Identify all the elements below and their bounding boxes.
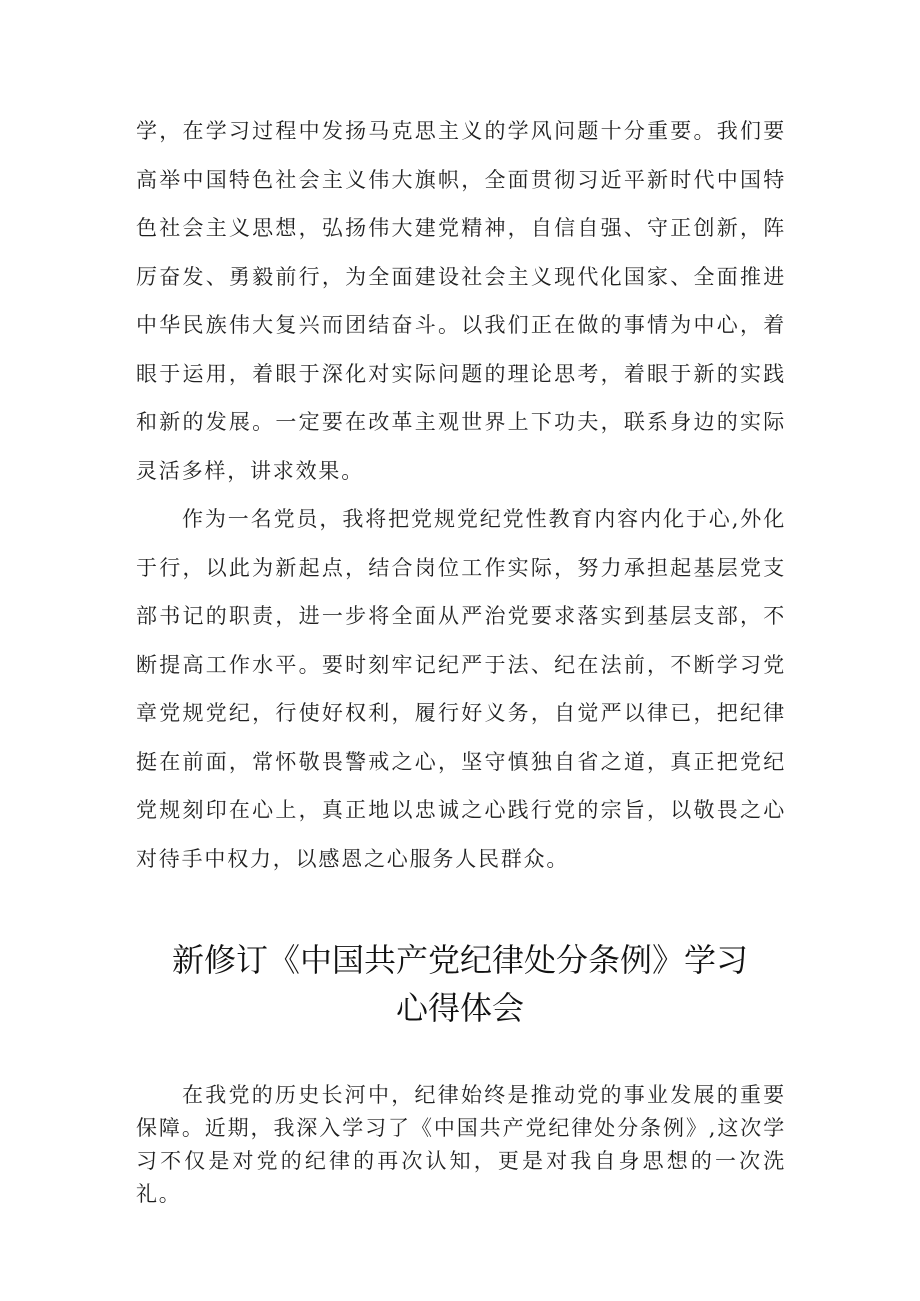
- article-title: [100, 936, 820, 1032]
- article-title-line-1: 新修订《中国共产党纪律处分条例》学习: [171, 941, 748, 979]
- body-paragraph-1: 学，在学习过程中发扬马克思主义的学风问题十分重要。我们要高举中国特色社会主义伟大旗帜，全面贯彻习近平新时代中国特色社会主义思想，弘扬伟大建党精神，自信自强、守正创新，阵厉奋发、勇毅前行，为全面建设社会主义现代化国家、全面推进中华民族伟大复兴而团结奋斗。以我们正在做的事情为中心，着眼于运用，着眼于深化对实际问题的理论思考，着眼于新的实践和新的发展。一定要在改革主观世界上下功夫，联系身边的实际灵活多样，讲求效果。: [136, 119, 786, 483]
- article-title-line-2: 心得体会: [395, 989, 524, 1027]
- body-paragraph-3: 在我党的历史长河中，纪律始终是推动党的事业发展的重要保障。近期，我深入学习了《中国共产党纪律处分条例》,这次学习不仅是对党的纪律的再次认知，更是对我自身思想的一次洗礼。: [136, 1083, 786, 1206]
- body-paragraph-2: 作为一名党员，我将把党规党纪党性教育内容内化于心,外化于行，以此为新起点，结合岗位工作实际，努力承担起基层党支部书记的职责，进一步将全面从严治党要求落实到基层支部，不断提高工作水平。要时刻牢记纪严于法、纪在法前，不断学习党章党规党纪，行使好权利，履行好义务，自觉严以律已，把纪律挺在前面，常怀敬畏警戒之心，坚守慎独自省之道，真正把党纪党规刻印在心上，真正地以忠诚之心践行党的宗旨，以敬畏之心对待手中权力，以感恩之心服务人民群众。: [136, 507, 786, 871]
